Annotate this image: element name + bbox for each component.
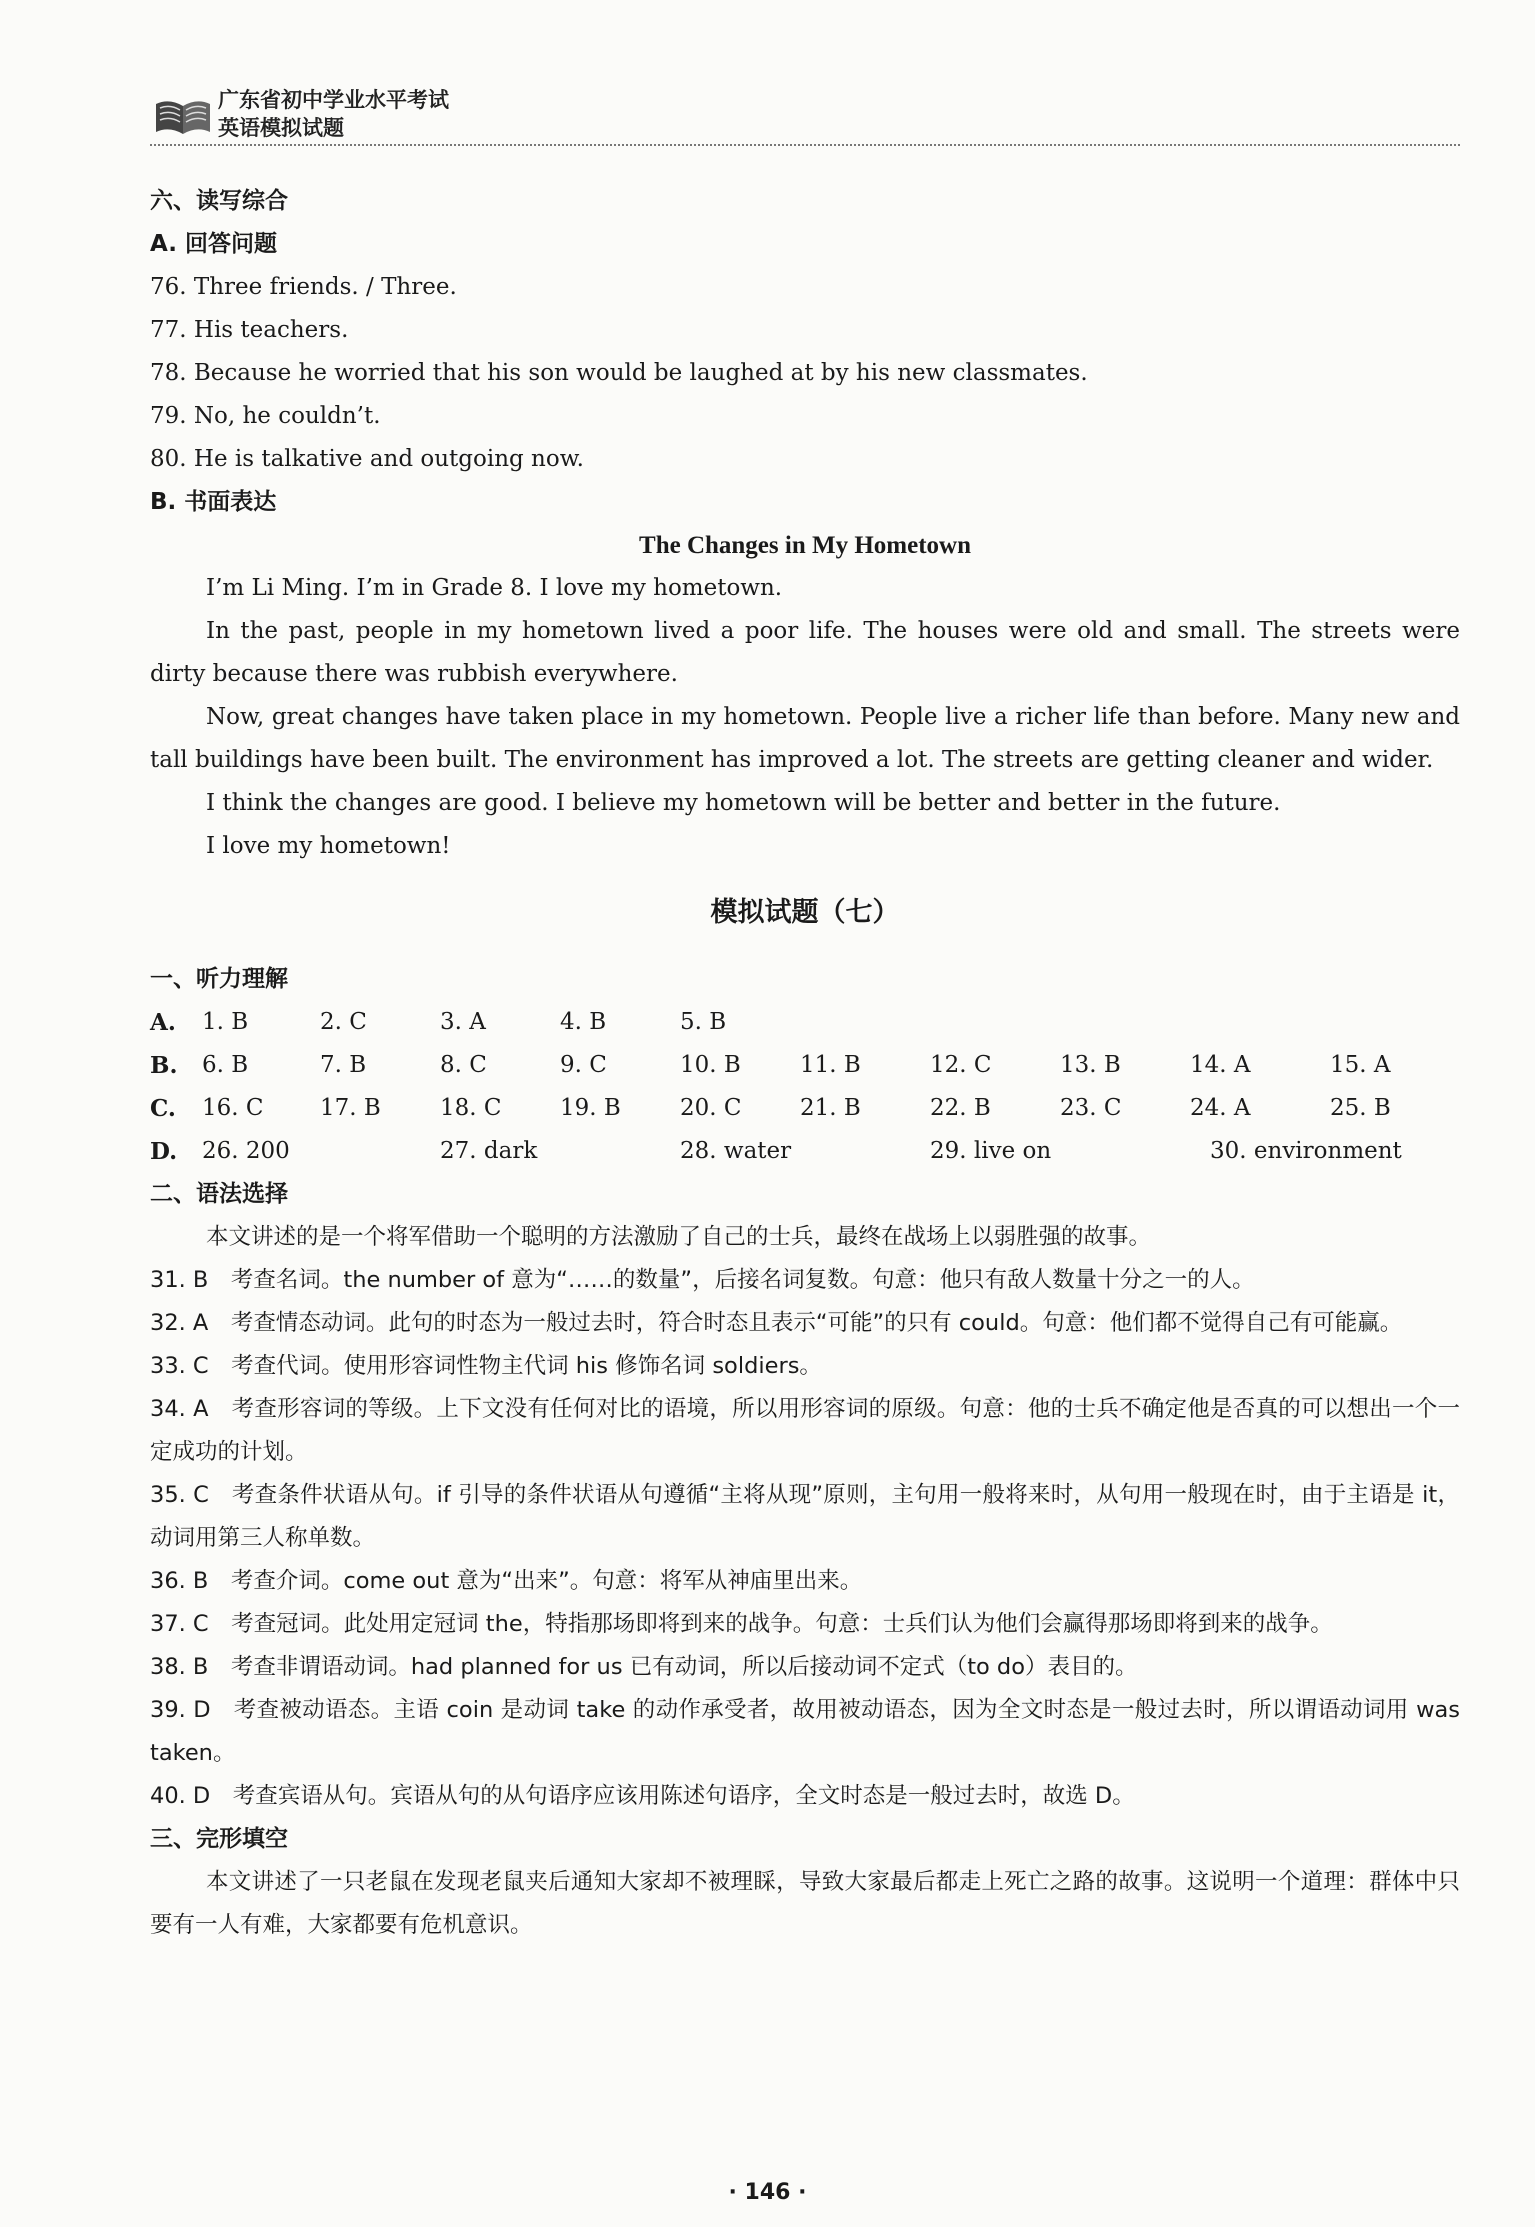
listening-heading: 一、听力理解	[150, 966, 288, 992]
answer: 25. B	[1330, 1095, 1391, 1121]
cloze-heading: 三、完形填空	[150, 1826, 288, 1852]
answer: 15. A	[1330, 1052, 1391, 1078]
answer: 24. A	[1190, 1095, 1251, 1121]
partA-heading: A. 回答问题	[150, 231, 277, 257]
answer: 8. C	[440, 1052, 487, 1078]
answer: 28. water	[680, 1138, 792, 1164]
answer: 2. C	[320, 1009, 367, 1035]
header-line1: 广东省初中学业水平考试	[218, 88, 449, 112]
section6-heading: 六、读写综合	[150, 188, 288, 214]
answer: 29. live on	[930, 1138, 1052, 1164]
grammar-item-32: 32. A 考查情态动词。此句的时态为一般过去时，符合时态且表示“可能”的只有 could。句意：他们都不觉得自己有可能赢。	[150, 1310, 1403, 1336]
answer-77: 77. His teachers.	[150, 317, 349, 343]
essay-title: The Changes in My Hometown	[639, 532, 971, 559]
row-label: B.	[150, 1052, 178, 1079]
grammar-item-33: 33. C 考查代词。使用形容词性物主代词 his 修饰名词 soldiers。	[150, 1353, 822, 1379]
listening-row-a	[150, 1001, 1460, 1044]
answer: 17. B	[320, 1095, 381, 1121]
answer: 19. B	[560, 1095, 621, 1121]
partB-heading: B. 书面表达	[150, 489, 277, 515]
grammar-heading: 二、语法选择	[150, 1181, 288, 1207]
row-label: A.	[150, 1009, 176, 1036]
answer: 4. B	[560, 1009, 607, 1035]
answer: 21. B	[800, 1095, 861, 1121]
answer: 7. B	[320, 1052, 367, 1078]
page-header	[150, 82, 1460, 146]
answer: 16. C	[202, 1095, 264, 1121]
answer: 11. B	[800, 1052, 861, 1078]
essay-paragraph: Now, great changes have taken place in my hometown. People live a richer life than before. Many new and tall buildings have been built. The environment has improved a lot. The streets are getting cleaner and wider.	[150, 704, 1460, 773]
answer: 22. B	[930, 1095, 991, 1121]
answer: 5. B	[680, 1009, 727, 1035]
listening-row-d	[150, 1130, 1460, 1173]
answer-76: 76. Three friends. / Three.	[150, 274, 457, 300]
grammar-item-35: 35. C 考查条件状语从句。if 引导的条件状语从句遵循“主将从现”原则，主句用一般将来时，从句用一般现在时，由于主语是 it，动词用第三人称单数。	[150, 1482, 1460, 1551]
answer-78: 78. Because he worried that his son would be laughed at by his new classmates.	[150, 360, 1088, 386]
grammar-item-40: 40. D 考查宾语从句。宾语从句的从句语序应该用陈述句语序，全文时态是一般过去时，故选 D。	[150, 1783, 1135, 1809]
listening-row-b	[150, 1044, 1460, 1087]
answer: 20. C	[680, 1095, 742, 1121]
essay-paragraph: I’m Li Ming. I’m in Grade 8. I love my hometown.	[206, 575, 783, 601]
header-line2: 英语模拟试题	[218, 116, 344, 140]
answer: 13. B	[1060, 1052, 1121, 1078]
answer: 6. B	[202, 1052, 249, 1078]
grammar-item-37: 37. C 考查冠词。此处用定冠词 the，特指那场即将到来的战争。句意：士兵们认为他们会赢得那场即将到来的战争。	[150, 1611, 1333, 1637]
cloze-intro: 本文讲述了一只老鼠在发现老鼠夹后通知大家却不被理睬，导致大家最后都走上死亡之路的故事。这说明一个道理：群体中只要有一人有难，大家都要有危机意识。	[150, 1869, 1460, 1938]
answer: 23. C	[1060, 1095, 1122, 1121]
page-number: · 146 ·	[728, 2180, 807, 2205]
answer: 3. A	[440, 1009, 486, 1035]
answer: 27. dark	[440, 1138, 538, 1164]
test7-title: 模拟试题（七）	[710, 897, 900, 928]
page-content	[150, 180, 1460, 1947]
answer-79: 79. No, he couldn’t.	[150, 403, 381, 429]
header-title	[218, 86, 449, 142]
grammar-item-36: 36. B 考查介词。come out 意为“出来”。句意：将军从神庙里出来。	[150, 1568, 863, 1594]
grammar-item-34: 34. A 考查形容词的等级。上下文没有任何对比的语境，所以用形容词的原级。句意：他的士兵不确定他是否真的可以想出一个一定成功的计划。	[150, 1396, 1460, 1465]
answer: 30. environment	[1210, 1138, 1402, 1164]
answer-80: 80. He is talkative and outgoing now.	[150, 446, 584, 472]
grammar-item-38: 38. B 考查非谓语动词。had planned for us 已有动词，所以后接动词不定式（to do）表目的。	[150, 1654, 1138, 1680]
essay-paragraph: I think the changes are good. I believe my hometown will be better and better in the future.	[206, 790, 1281, 816]
grammar-item-31: 31. B 考查名词。the number of 意为“……的数量”，后接名词复数。句意：他只有敌人数量十分之一的人。	[150, 1267, 1255, 1293]
answer: 9. C	[560, 1052, 607, 1078]
listening-row-c	[150, 1087, 1460, 1130]
grammar-item-39: 39. D 考查被动语态。主语 coin 是动词 take 的动作承受者，故用被动语态，因为全文时态是一般过去时，所以谓语动词用 was taken。	[150, 1697, 1460, 1766]
essay-paragraph: In the past, people in my hometown lived a poor life. The houses were old and small. The streets were dirty because there was rubbish everywhere.	[150, 618, 1460, 687]
answer: 14. A	[1190, 1052, 1251, 1078]
answer: 10. B	[680, 1052, 741, 1078]
row-label: C.	[150, 1095, 176, 1122]
answer: 12. C	[930, 1052, 992, 1078]
essay-paragraph: I love my hometown!	[206, 833, 451, 859]
answer: 1. B	[202, 1009, 249, 1035]
row-label: D.	[150, 1138, 178, 1165]
open-book-icon	[154, 96, 212, 136]
grammar-intro: 本文讲述的是一个将军借助一个聪明的方法激励了自己的士兵，最终在战场上以弱胜强的故事。	[206, 1224, 1152, 1250]
answer: 18. C	[440, 1095, 502, 1121]
answer: 26. 200	[202, 1138, 290, 1164]
